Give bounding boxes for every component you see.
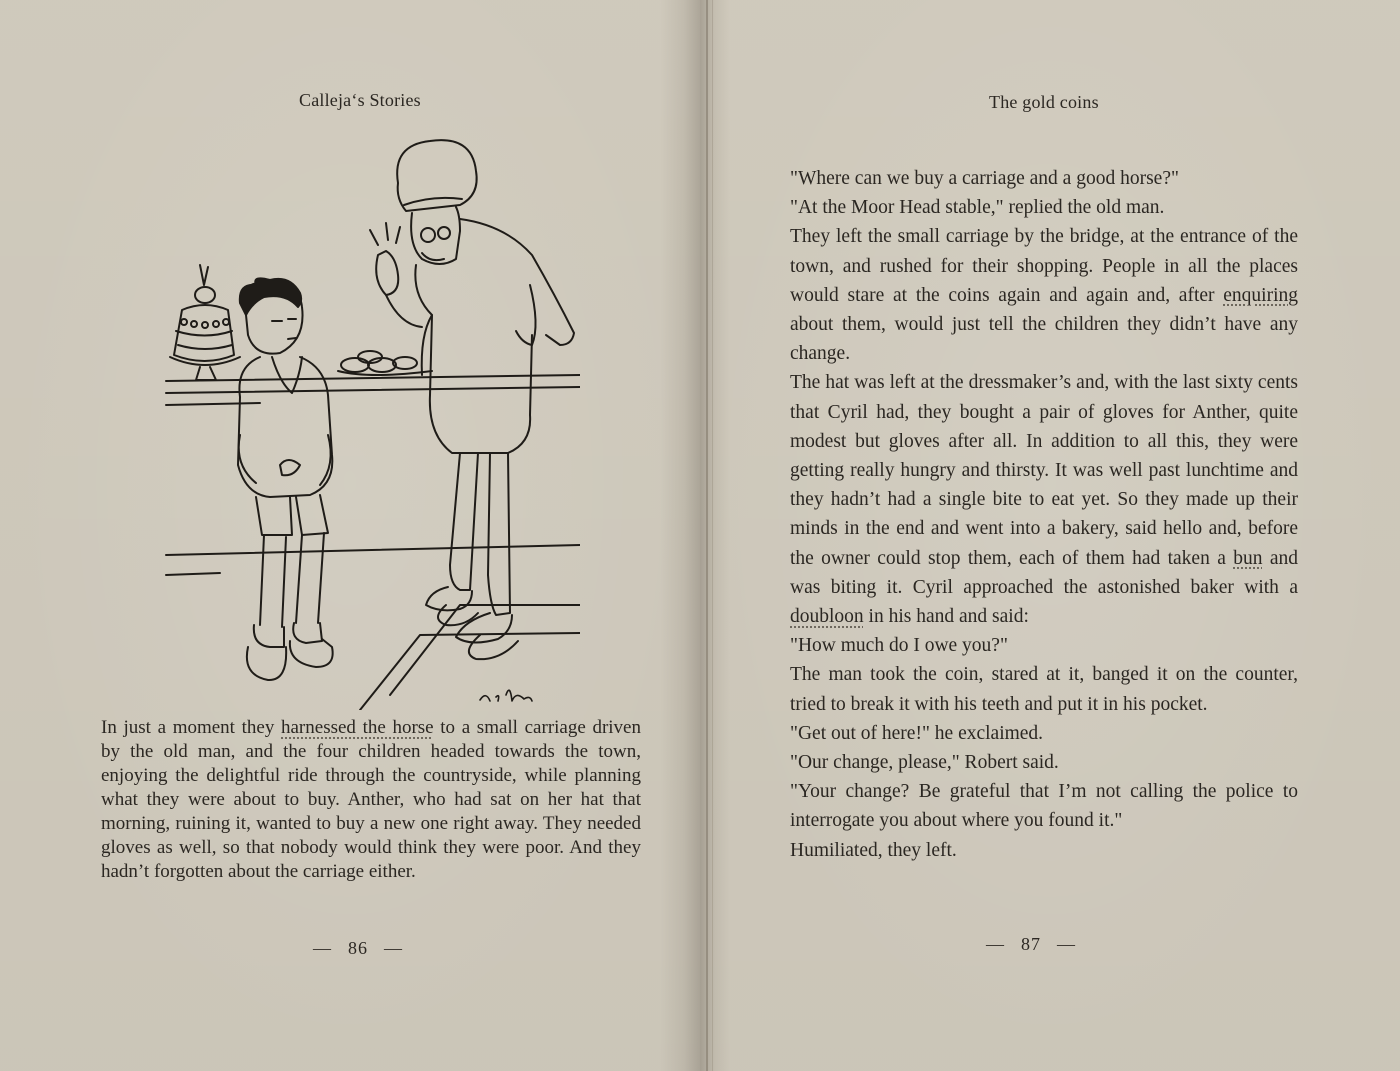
paragraph: The man took the coin, stared at it, banged it on the counter, tried to break it with his teeth and put it in his pocket.	[790, 664, 1298, 715]
paragraph: "Where can we buy a carriage and a good horse?"	[790, 168, 1179, 189]
paragraph-text: They left the small carriage by the bridge, at the entrance of the town, and rushed for their shopping. People in all the places would stare at the coins again and again and, after	[790, 226, 1298, 306]
paragraph-text: In just a moment they	[101, 717, 281, 738]
right-page	[700, 0, 1400, 1071]
paragraph-text: The hat was left at the dressmaker’s and, with the last sixty cents that Cyril had, they bought a pair of gloves for Anther, quite modest but gloves after all. In addition to all this, they were getting really hungry and thirsty. It was well past lunchtime and they hadn’t had a single bite to eat yet. So they made up their minds in the end and went into a bakery, said hello and, before the owner could stop them, each of them had taken a	[790, 372, 1298, 569]
gloss-term-doubloon[interactable]: doubloon	[790, 606, 864, 628]
right-page-text	[790, 164, 1298, 865]
paragraph-text: about them, would just tell the children they didn’t have any change.	[790, 314, 1298, 365]
paragraph: Humiliated, they left.	[790, 839, 957, 861]
paragraph-text: and was biting it. Cyril approached the astonished baker with a	[790, 547, 1298, 598]
baker-and-boy-illustration	[160, 135, 580, 710]
gutter-shadow-right	[700, 0, 730, 1071]
folio-number: 86	[348, 938, 368, 958]
paragraph	[790, 368, 1298, 631]
left-page-number	[313, 938, 403, 959]
folio-dash: —	[986, 934, 1005, 954]
left-running-head: Calleja‘s Stories	[299, 90, 421, 110]
paragraph: "How much do I owe you?"	[790, 635, 1008, 657]
paragraph: "Get out of here!" he exclaimed.	[790, 722, 1044, 744]
gloss-term-enquiring[interactable]: enquiring	[1223, 284, 1298, 306]
paragraph: "Your change? Be grateful that I’m not calling the police to interrogate you about where you found it."	[790, 781, 1298, 832]
spine-line	[706, 0, 708, 1071]
paragraph-text: in his hand and said:	[863, 606, 1029, 628]
paragraph	[790, 222, 1298, 368]
folio-dash: —	[384, 938, 403, 958]
gutter-shadow-left	[660, 0, 700, 1071]
paragraph-text: to a small carriage driven by the old man, and the four children headed towards the town, enjoying the delightful ride through the countryside, while planning what they were about to buy. Anther, who had sat on her hat that morning, ruining it, wanted to buy a new one right away. They needed gloves as well, so that nobody would think they were poor. And they hadn’t forgotten about the carriage either.	[101, 717, 641, 882]
left-page-paragraph	[101, 716, 641, 884]
right-running-head: The gold coins	[989, 92, 1099, 112]
paragraph: "Our change, please," Robert said.	[790, 752, 1059, 774]
paragraph: "At the Moor Head stable," replied the old man.	[790, 197, 1165, 219]
folio-number: 87	[1021, 934, 1041, 954]
gloss-term-bun[interactable]: bun	[1233, 547, 1263, 569]
right-page-number	[986, 934, 1076, 955]
folio-dash: —	[1057, 934, 1076, 954]
gloss-term-harnessed-the-horse[interactable]: harnessed the horse	[281, 717, 434, 738]
folio-dash: —	[313, 938, 332, 958]
spine-line	[712, 0, 713, 1071]
